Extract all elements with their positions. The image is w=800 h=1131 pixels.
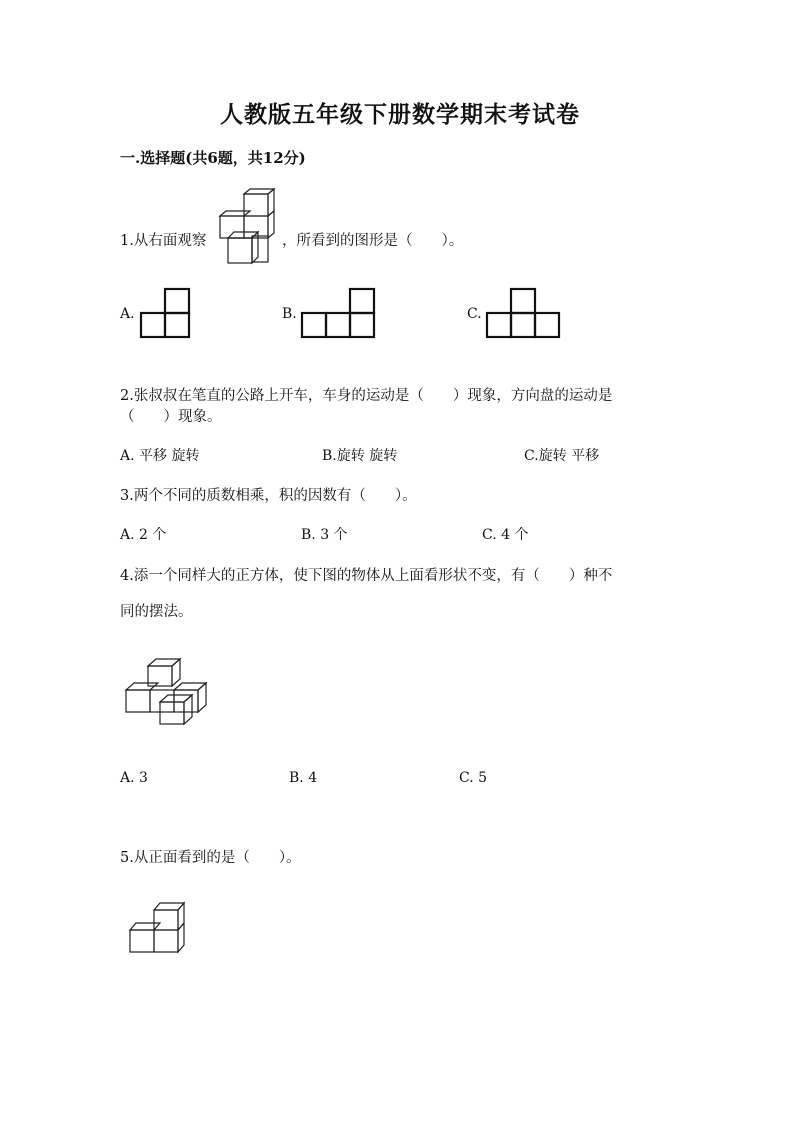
- q4-option-c: C. 5: [459, 770, 488, 786]
- q2-option-c: C.旋转 平移: [524, 448, 600, 464]
- q4-option-a: A. 3: [120, 770, 148, 786]
- q2-option-a: A. 平移 旋转: [120, 448, 200, 464]
- q3-option-b: B. 3 个: [301, 527, 348, 543]
- page-title: 人教版五年级下册数学期末考试卷: [220, 101, 580, 128]
- q3-option-c: C. 4 个: [482, 527, 529, 543]
- q3-option-a: A. 2 个: [120, 527, 167, 543]
- q4-cube-figure: [124, 656, 210, 726]
- q1-option-b-figure: [301, 288, 379, 340]
- q1-option-c-figure: [486, 288, 564, 340]
- q2-option-b: B.旋转 旋转: [322, 448, 398, 464]
- q5-text: 5.从正面看到的是（ ）。: [120, 850, 301, 866]
- q4-text-line1: 4.添一个同样大的正方体，使下图的物体从上面看形状不变，有（ ）种不: [120, 568, 613, 584]
- q2-text-line1: 2.张叔叔在笔直的公路上开车，车身的运动是（ ）现象，方向盘的运动是: [120, 388, 613, 404]
- q1-option-a-label: A.: [120, 306, 135, 322]
- q1-option-c-label: C.: [467, 306, 482, 322]
- q2-text-line2: （ ）现象。: [120, 409, 222, 425]
- q1-text-prefix: 1.从右面观察: [120, 233, 207, 249]
- q4-text-line2: 同的摆法。: [120, 604, 193, 620]
- q1-text-suffix: ，所看到的图形是（ ）。: [282, 233, 464, 249]
- q1-option-a-figure: [140, 288, 192, 340]
- q1-option-b-label: B.: [282, 306, 297, 322]
- section-heading: 一.选择题(共6题，共12分): [120, 149, 306, 167]
- q3-text: 3.两个不同的质数相乘，积的因数有（ ）。: [120, 488, 417, 504]
- q5-cube-figure: [128, 900, 190, 956]
- q4-option-b: B. 4: [289, 770, 318, 786]
- q1-cube-figure: [218, 188, 280, 268]
